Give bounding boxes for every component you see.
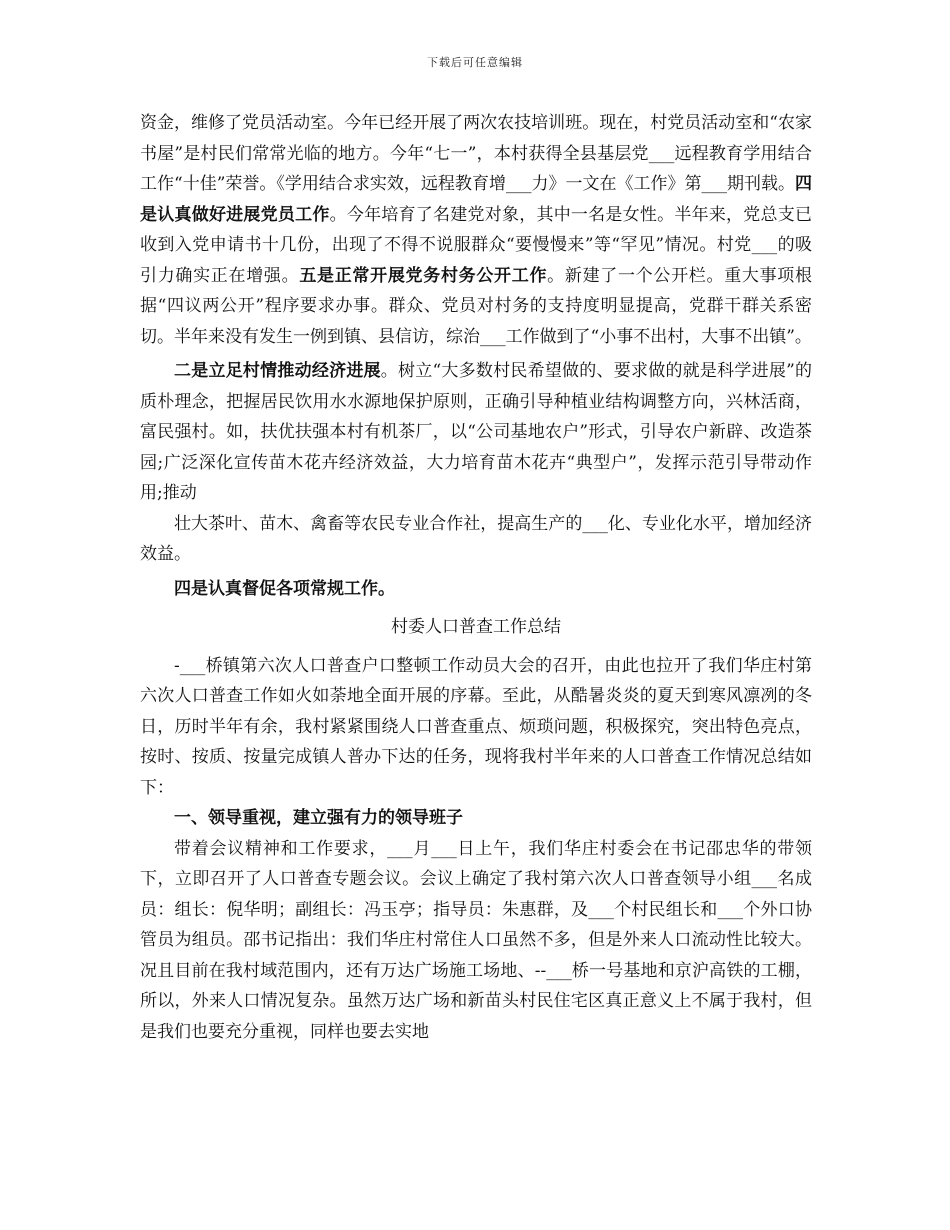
- text-segment: 。新建了一个公开栏。重大事项根据“四议两公开”程序要求办事。群众、党员对村务的支持度明显提高，党群干群关系密切。半年来没有发生一例到镇、县信访，综治___工作做到了“小事不出村，大事不出镇”。: [140, 265, 813, 347]
- text-segment: 资金，维修了党员活动室。今年已经开展了两次农技培训班。现在，村党员活动室和“农家书屋”是村民们常常光临的地方。今年“七一”，本村获得全县基层党___远程教育学用结合工作“十佳”荣誉。《学用结合求实效，远程教育增___力》一文在《工作》第___期刊载。: [140, 113, 812, 194]
- document-body: [140, 108, 812, 1047]
- bold-point-four: 四是认真做好进展党员工作: [140, 174, 812, 225]
- text-segment: 壮大茶叶、苗木、禽畜等农民专业合作社，提高生产的___化、专业化水平，增加经济效益。: [140, 513, 812, 564]
- bold-point-five: 五是正常开展党务村务公开工作: [299, 265, 548, 286]
- paragraph-meeting: [140, 834, 812, 1048]
- heading-leadership: [140, 803, 812, 834]
- heading-text: 一、领导重视，建立强有力的领导班子: [174, 808, 463, 828]
- paragraph-party-work: [140, 108, 812, 352]
- text-segment: 。今年培育了名建党对象，其中一名是女性。半年来，党总支已收到入党申请书十几份，出现了不得不说服群众“要慢慢来”等“罕见”情况。村党___的吸引力确实正在增强。: [140, 204, 813, 286]
- section-title: 村委人口普查工作总结: [391, 617, 561, 637]
- bold-point-four-routine: 四是认真督促各项常规工作。: [174, 578, 395, 599]
- bold-point-two: 二是立足村情推动经济进展: [174, 361, 381, 381]
- paragraph-economy: [140, 356, 812, 509]
- paragraph-cooperatives: [140, 509, 812, 570]
- page-header: 下载后可任意编辑: [427, 56, 523, 69]
- text-segment: -___桥镇第六次人口普查户口整顿工作动员大会的召开，由此也拉开了我们华庄村第六次人口普查工作如火如荼地全面开展的序幕。至此，从酷暑炎炎的夏天到寒风凛冽的冬日，历时半年有余，我村紧紧围绕人口普查重点、烦琐问题，积极探究，突出特色亮点，按时、按质、按量完成镇人普办下达的任务，现将我村半年来的人口普查工作情况总结如下：: [140, 655, 812, 798]
- paragraph-census-intro: [140, 651, 812, 804]
- paragraph-routine-work: [140, 574, 812, 605]
- text-segment: 。树立“大多数村民希望做的、要求做的就是科学进展”的质朴理念，把握居民饮用水水源地保护原则，正确引导种植业结构调整方向，兴林活商，富民强村。如，扶优扶强本村有机茶厂，以“公司基地农户”形式，引导农户新辟、改造茶园;广泛深化宣传苗木花卉经济效益，大力培育苗木花卉“典型户”，发挥示范引导带动作用;推动: [140, 361, 812, 503]
- text-segment: 带着会议精神和工作要求，___月___日上午，我们华庄村委会在书记邵忠华的带领下，立即召开了人口普查专题会议。会议上确定了我村第六次人口普查领导小组___名成员：组长：倪华明；副组长：冯玉亭；指导员：朱惠群，及___个村民组长和___个外口协管员为组员。邵书记指出：我们华庄村常住人口虽然不多，但是外来人口流动性比较大。况且目前在我村域范围内，还有万达广场施工场地、--___桥一号基地和京沪高铁的工棚，所以，外来人口情况复杂。虽然万达广场和新苗头村民住宅区真正意义上不属于我村，但是我们也要充分重视，同样也要去实地: [140, 838, 812, 1042]
